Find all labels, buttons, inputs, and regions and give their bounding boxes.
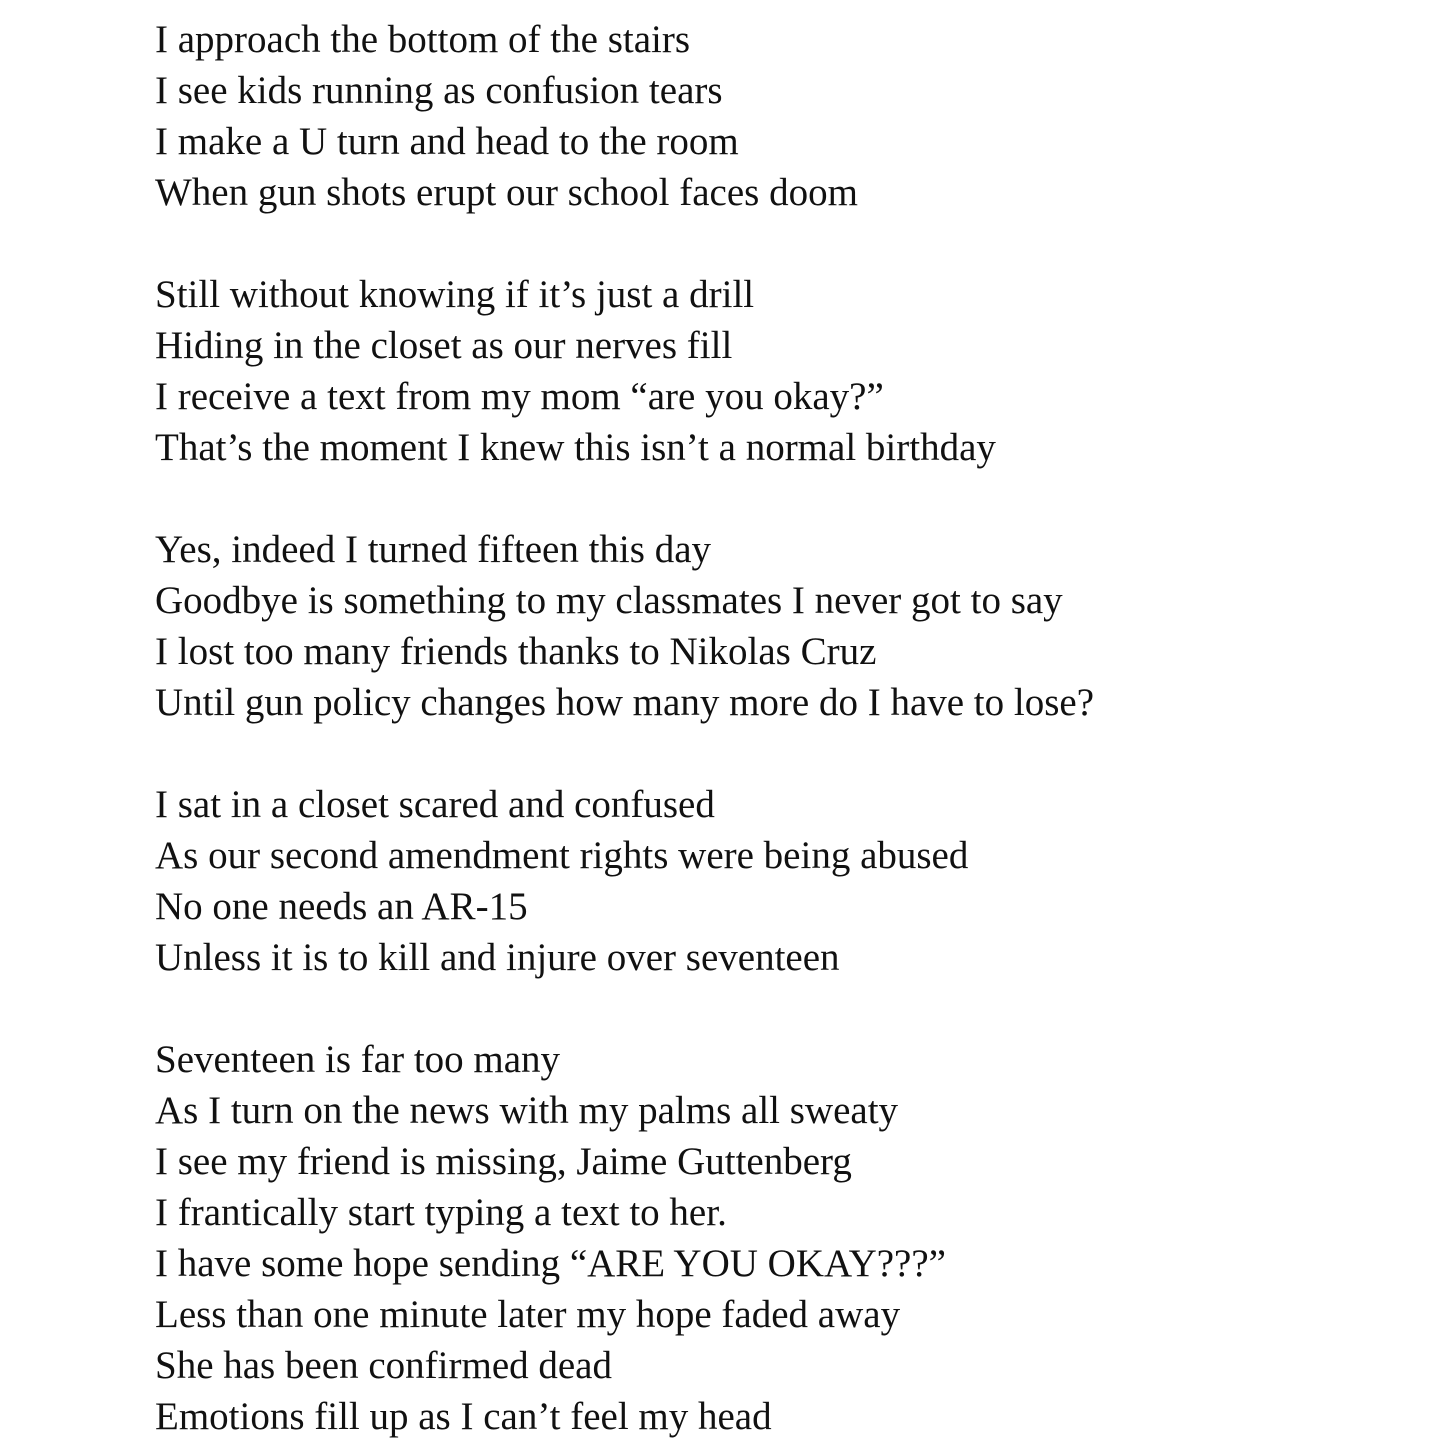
- poem-line: I make a U turn and head to the room: [155, 120, 739, 163]
- poem-line: Until gun policy changes how many more do I have to lose?: [155, 681, 1095, 724]
- poem-line: I receive a text from my mom “are you okay?”: [155, 375, 884, 418]
- poem-line: Goodbye is something to my classmates I never got to say: [155, 579, 1063, 622]
- stanza-4: [155, 779, 1425, 983]
- poem-line: Hiding in the closet as our nerves fill: [155, 324, 733, 367]
- poem-line: Yes, indeed I turned fifteen this day: [155, 528, 711, 571]
- poem-line: I frantically start typing a text to her.: [155, 1191, 727, 1234]
- poem-line: I see my friend is missing, Jaime Guttenberg: [155, 1140, 852, 1183]
- stanza-1: [155, 14, 1425, 218]
- poem-line: When gun shots erupt our school faces doom: [155, 171, 858, 214]
- poem-line: Unless it is to kill and injure over seventeen: [155, 936, 840, 979]
- poem-line: I approach the bottom of the stairs: [155, 18, 691, 61]
- poem-line: I sat in a closet scared and confused: [155, 783, 715, 826]
- stanza-2: [155, 269, 1425, 473]
- stanza-3: [155, 524, 1425, 728]
- poem-line: As I turn on the news with my palms all sweaty: [155, 1089, 899, 1132]
- poem-line: Emotions fill up as I can’t feel my head: [155, 1395, 772, 1438]
- poem-line: I lost too many friends thanks to Nikolas Cruz: [155, 630, 877, 673]
- poem-line: I see kids running as confusion tears: [155, 69, 723, 112]
- poem-line: Still without knowing if it’s just a drill: [155, 273, 755, 316]
- poem-line: She has been confirmed dead: [155, 1344, 612, 1387]
- poem-line: No one needs an AR-15: [155, 885, 528, 928]
- poem-line: I have some hope sending “ARE YOU OKAY???”: [155, 1242, 946, 1285]
- poem-text: [155, 14, 1425, 1442]
- poem-line: That’s the moment I knew this isn’t a normal birthday: [155, 426, 996, 469]
- poem-line: As our second amendment rights were being abused: [155, 834, 969, 877]
- poem-line: Seventeen is far too many: [155, 1038, 561, 1081]
- poem-line: Less than one minute later my hope faded away: [155, 1293, 901, 1336]
- stanza-5: [155, 1034, 1425, 1442]
